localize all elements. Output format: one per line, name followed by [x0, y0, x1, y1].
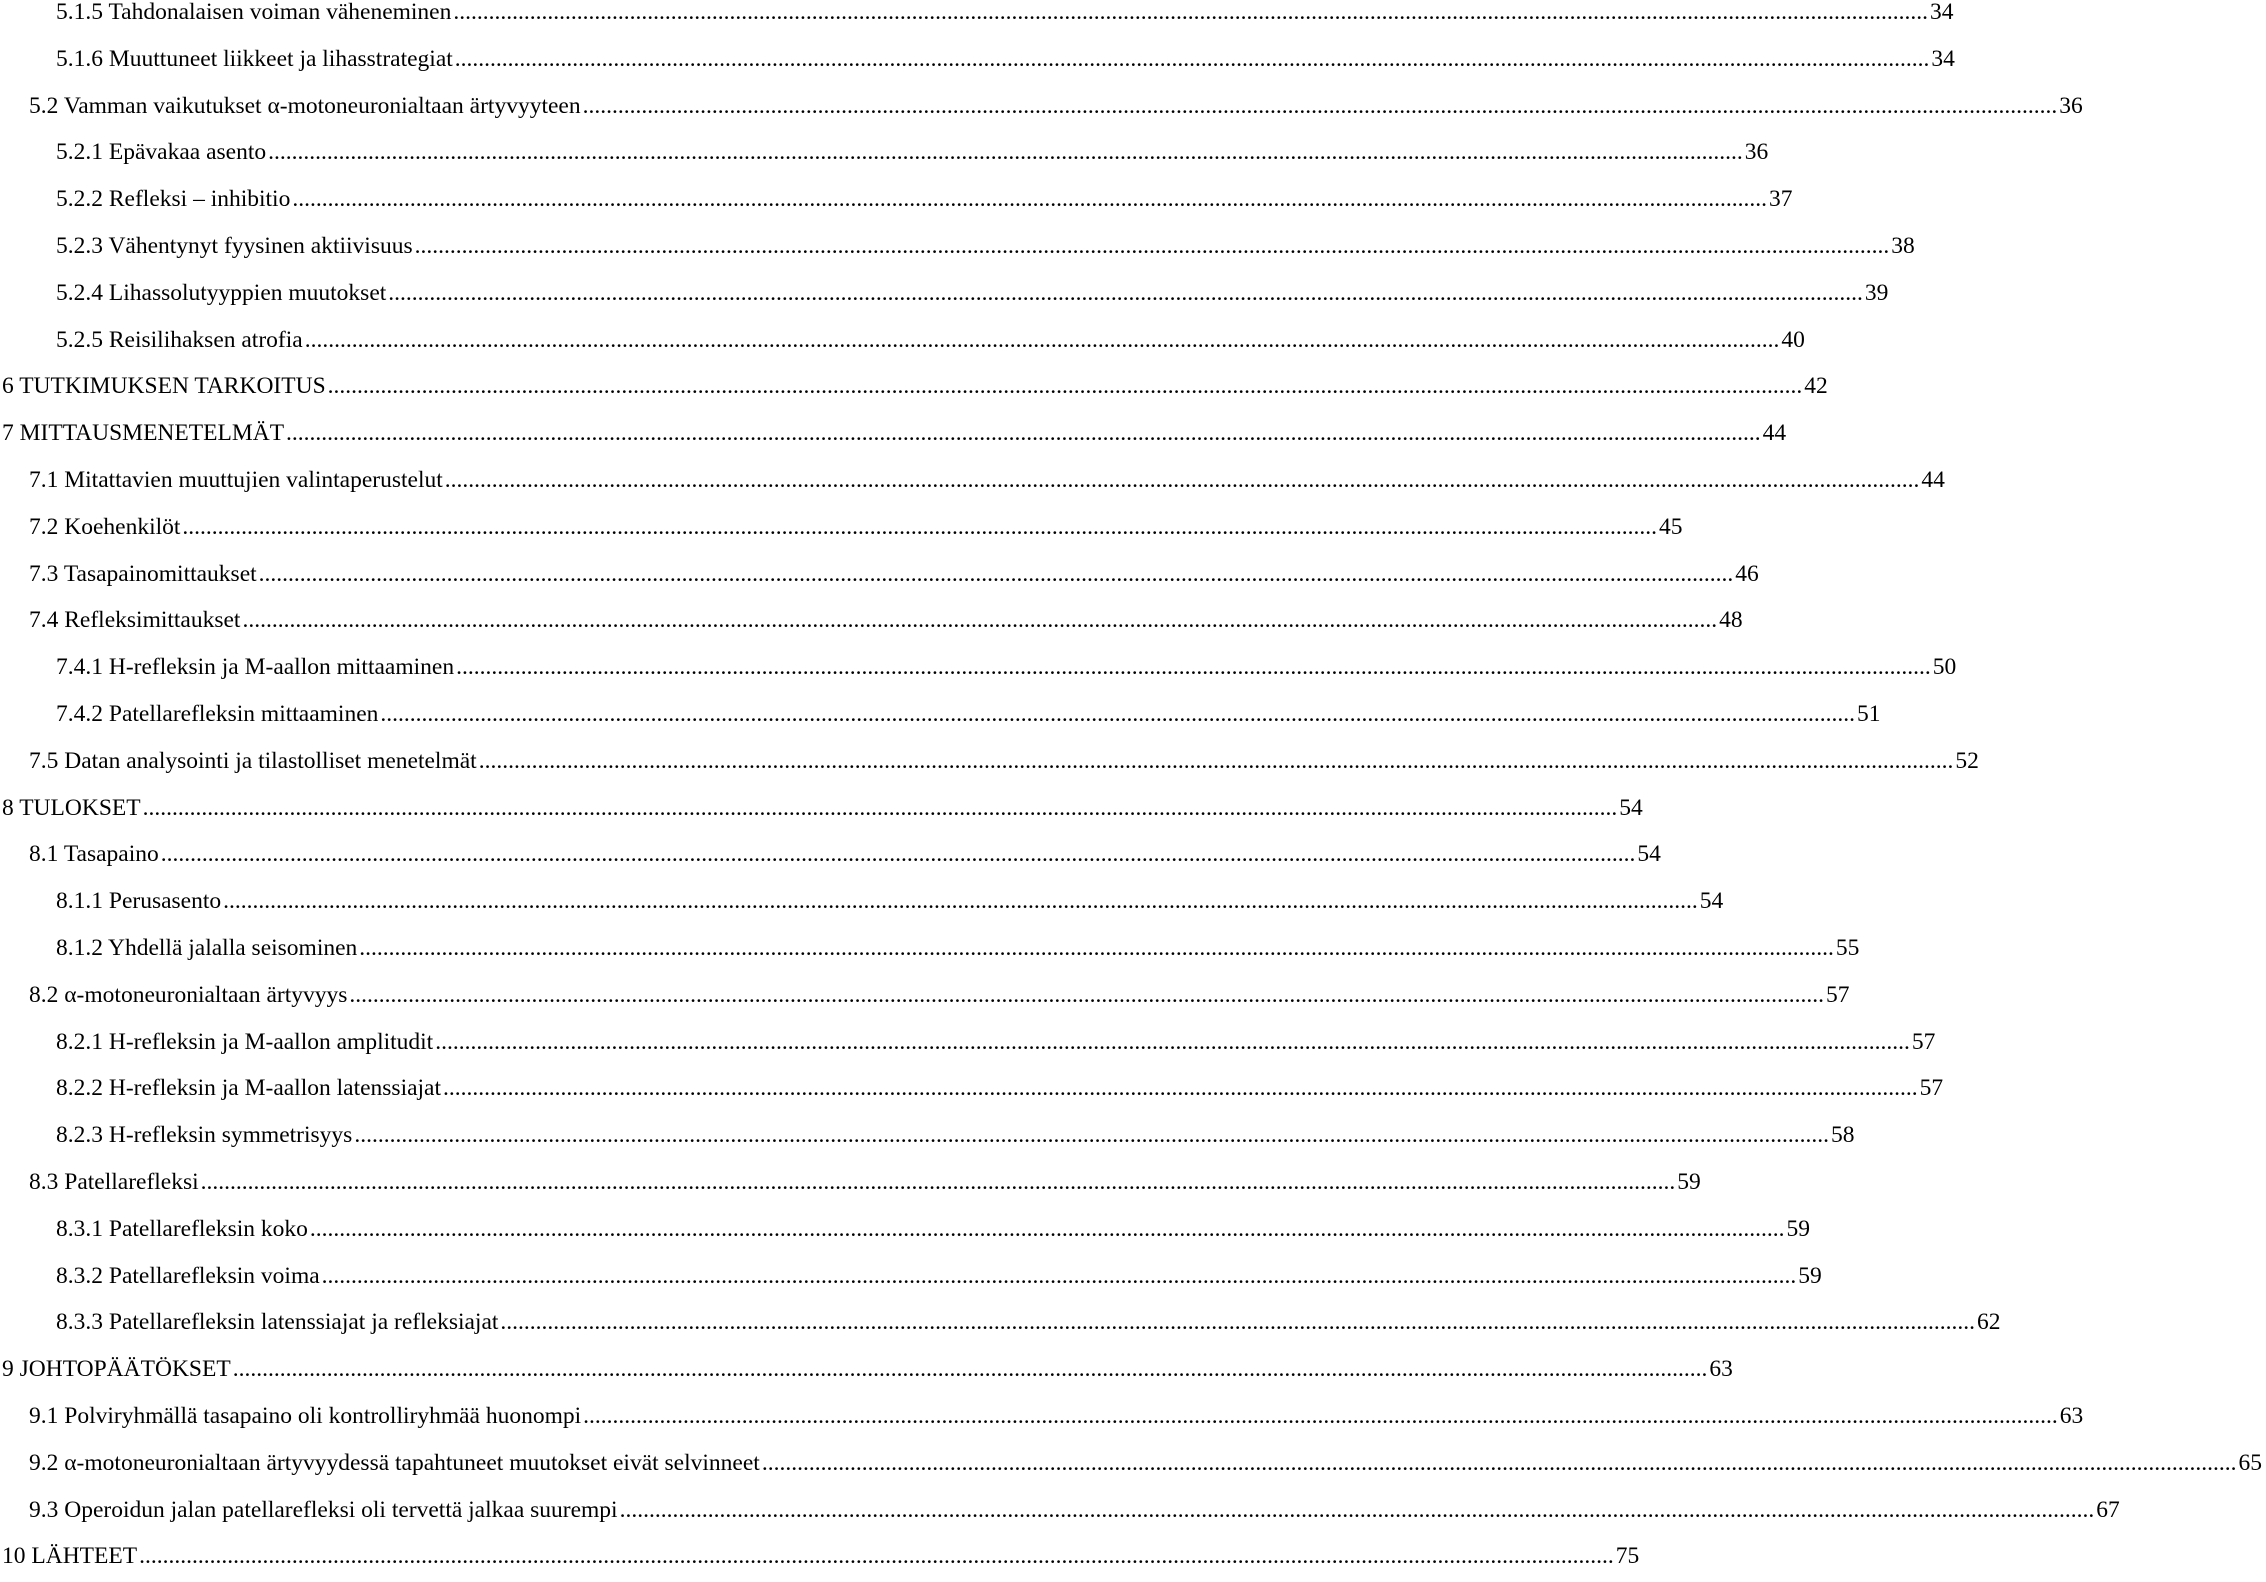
- toc-entry[interactable]: [0, 887, 1724, 927]
- toc-entry[interactable]: [0, 326, 1805, 366]
- toc-entry[interactable]: [0, 700, 1881, 740]
- toc-entry[interactable]: [0, 185, 1793, 225]
- toc-entry-page-number: 45: [1659, 513, 1683, 540]
- toc-entry-page-number: 59: [1786, 1215, 1811, 1242]
- toc-entry-page-number: 59: [1798, 1262, 1822, 1289]
- toc-entry[interactable]: [0, 419, 1787, 459]
- dot-leader: [143, 794, 1618, 822]
- toc-entry[interactable]: [0, 1308, 2001, 1348]
- toc-entry-page-number: 65: [2238, 1449, 2262, 1476]
- toc-entry-page-number: 40: [1781, 326, 1805, 353]
- toc-entry-title: 10 LÄHTEET: [2, 1543, 138, 1570]
- dot-leader: [349, 981, 1824, 1009]
- toc-entry[interactable]: [0, 45, 1955, 85]
- dot-leader: [259, 560, 1734, 588]
- toc-entry-title: 7.3 Tasapainomittaukset: [29, 560, 257, 587]
- dot-leader: [242, 606, 1717, 634]
- dot-leader: [268, 138, 1743, 166]
- dot-leader: [359, 934, 1834, 962]
- toc-entry[interactable]: [0, 1542, 1640, 1582]
- toc-entry[interactable]: [0, 279, 1889, 319]
- toc-entry[interactable]: [0, 0, 1954, 38]
- dot-leader: [310, 1215, 1785, 1243]
- toc-entry[interactable]: [0, 981, 1850, 1021]
- dot-leader: [453, 0, 1928, 26]
- toc-entry-title: 8.2.3 H-refleksin symmetrisyys: [56, 1122, 353, 1149]
- toc-entry-page-number: 38: [1891, 233, 1915, 259]
- toc-entry-title: 8.3 Patellarefleksi: [29, 1169, 199, 1195]
- toc-entry-page-number: 36: [2059, 92, 2083, 119]
- toc-entry[interactable]: [0, 1168, 1701, 1208]
- toc-entry-page-number: 54: [1619, 794, 1643, 821]
- toc-entry[interactable]: [0, 138, 1769, 178]
- toc-entry-page-number: 54: [1637, 841, 1661, 868]
- toc-entry-title: 5.2.1 Epävakaa asento: [56, 139, 267, 166]
- toc-entry[interactable]: [0, 372, 1828, 412]
- dot-leader: [620, 1496, 2095, 1524]
- toc-entry[interactable]: [0, 1449, 2262, 1489]
- toc-entry[interactable]: [0, 1355, 1733, 1395]
- toc-entry-title: 7.4.1 H-refleksin ja M-aallon mittaaminen: [56, 654, 455, 681]
- toc-entry-title: 7.1 Mitattavien muuttujien valintaperustelut: [29, 467, 443, 493]
- toc-entry[interactable]: [0, 747, 1979, 787]
- dot-leader: [223, 887, 1698, 915]
- dot-leader: [583, 92, 2058, 120]
- toc-entry-title: 8.3.3 Patellarefleksin latenssiajat ja refleksiajat: [56, 1309, 499, 1336]
- toc-entry-title: 8.1.1 Perusasento: [56, 888, 222, 915]
- toc-entry[interactable]: [0, 653, 1957, 693]
- toc-entry-page-number: 52: [1955, 747, 1979, 774]
- toc-entry-page-number: 75: [1615, 1543, 1640, 1570]
- toc-entry[interactable]: [0, 1262, 1822, 1302]
- toc-entry-page-number: 44: [1921, 467, 1945, 493]
- toc-entry-title: 8.3.1 Patellarefleksin koko: [56, 1215, 308, 1242]
- toc-entry[interactable]: [0, 560, 1759, 600]
- toc-entry[interactable]: [0, 232, 1915, 272]
- dot-leader: [286, 419, 1761, 447]
- toc-entry[interactable]: [0, 1028, 1936, 1068]
- toc-entry-title: 5.2.3 Vähentynyt fyysinen aktiivisuus: [56, 233, 413, 259]
- dot-leader: [455, 45, 1930, 73]
- toc-entry-title: 5.2.2 Refleksi – inhibitio: [56, 186, 291, 213]
- toc-entry-title: 8 TULOKSET: [2, 794, 141, 821]
- toc-entry-title: 9.1 Polviryhmällä tasapaino oli kontrolliryhmää huonompi: [29, 1403, 582, 1429]
- dot-leader: [233, 1355, 1708, 1383]
- toc-entry-title: 9.3 Operoidun jalan patellarefleksi oli tervettä jalkaa suurempi: [29, 1496, 618, 1523]
- dot-leader: [139, 1542, 1614, 1570]
- toc-entry-page-number: 37: [1768, 186, 1793, 213]
- toc-entry-title: 9 JOHTOPÄÄTÖKSET: [2, 1356, 231, 1383]
- toc-entry-title: 7.4.2 Patellarefleksin mittaaminen: [56, 701, 379, 727]
- dot-leader: [354, 1121, 1829, 1149]
- dot-leader: [443, 1074, 1918, 1102]
- toc-entry-page-number: 44: [1762, 420, 1787, 447]
- dot-leader: [456, 653, 1931, 681]
- toc-entry[interactable]: [0, 794, 1643, 834]
- toc-entry-page-number: 59: [1677, 1169, 1701, 1195]
- dot-leader: [201, 1168, 1676, 1196]
- dot-leader: [322, 1262, 1797, 1290]
- toc-entry-page-number: 51: [1857, 701, 1881, 727]
- toc-entry-title: 5.2.5 Reisilihaksen atrofia: [56, 326, 303, 353]
- toc-entry-page-number: 63: [1709, 1356, 1733, 1383]
- toc-entry[interactable]: [0, 1074, 1944, 1114]
- dot-leader: [435, 1028, 1910, 1056]
- dot-leader: [292, 185, 1767, 213]
- dot-leader: [380, 700, 1855, 728]
- dot-leader: [182, 513, 1657, 541]
- toc-entry-title: 7.4 Refleksimittaukset: [29, 607, 241, 634]
- toc-entry[interactable]: [0, 934, 1860, 974]
- toc-entry-title: 9.2 α-motoneuronialtaan ärtyvyydessä tapahtuneet muutokset eivät selvinneet: [29, 1449, 760, 1476]
- dot-leader: [500, 1308, 1975, 1336]
- toc-entry-page-number: 67: [2096, 1496, 2120, 1523]
- toc-entry[interactable]: [0, 1215, 1811, 1255]
- dot-leader: [388, 279, 1863, 307]
- dot-leader: [479, 747, 1954, 775]
- toc-entry-title: 8.1 Tasapaino: [29, 841, 159, 868]
- dot-leader: [305, 326, 1780, 354]
- toc-entry-page-number: 54: [1699, 888, 1724, 915]
- toc-entry-page-number: 57: [1919, 1075, 1944, 1102]
- toc-entry-page-number: 57: [1826, 981, 1850, 1008]
- toc-entry-page-number: 58: [1830, 1122, 1855, 1149]
- toc-entry[interactable]: [0, 606, 1743, 646]
- dot-leader: [415, 232, 1890, 260]
- toc-entry-title: 5.1.6 Muuttuneet liikkeet ja lihasstrategiat: [56, 45, 453, 72]
- toc-entry[interactable]: [0, 1121, 1855, 1161]
- toc-entry-page-number: 57: [1911, 1028, 1936, 1055]
- dot-leader: [161, 840, 1636, 868]
- toc-entry-page-number: 50: [1932, 654, 1957, 681]
- toc-entry-page-number: 46: [1735, 560, 1759, 587]
- dot-leader: [445, 466, 1920, 494]
- toc-entry-title: 5.2 Vamman vaikutukset α-motoneuronialtaan ärtyvyyteen: [29, 92, 581, 119]
- toc-entry-title: 8.3.2 Patellarefleksin voima: [56, 1262, 320, 1289]
- toc-entry-page-number: 63: [2059, 1403, 2084, 1429]
- toc-entry-page-number: 34: [1931, 45, 1955, 72]
- toc-entry-title: 5.1.5 Tahdonalaisen voiman väheneminen: [56, 0, 452, 25]
- toc-entry-page-number: 34: [1929, 0, 1954, 25]
- toc-entry-page-number: 62: [1977, 1309, 2001, 1336]
- toc-entry-page-number: 42: [1804, 373, 1828, 400]
- toc-entry[interactable]: [0, 1402, 2084, 1442]
- toc-entry-title: 5.2.4 Lihassolutyyppien muutokset: [56, 279, 387, 306]
- toc-entry-title: 7 MITTAUSMENETELMÄT: [2, 420, 285, 447]
- toc-entry-page-number: 36: [1744, 139, 1769, 166]
- dot-leader: [583, 1402, 2058, 1430]
- toc-entry[interactable]: [0, 1496, 2120, 1536]
- toc-entry-page-number: 55: [1835, 935, 1860, 961]
- toc-entry-title: 8.2 α-motoneuronialtaan ärtyvyys: [29, 981, 348, 1008]
- toc-entry-title: 8.2.2 H-refleksin ja M-aallon latenssiajat: [56, 1075, 442, 1102]
- dot-leader: [762, 1449, 2237, 1477]
- toc-entry[interactable]: [0, 466, 1945, 506]
- toc-entry[interactable]: [0, 92, 2083, 132]
- toc-entry[interactable]: [0, 513, 1683, 553]
- toc-entry-title: 8.2.1 H-refleksin ja M-aallon amplitudit: [56, 1028, 434, 1055]
- toc-entry[interactable]: [0, 840, 1661, 880]
- toc-entry-title: 7.2 Koehenkilöt: [29, 513, 181, 540]
- dot-leader: [328, 372, 1803, 400]
- toc-entry-title: 6 TUTKIMUKSEN TARKOITUS: [2, 373, 326, 400]
- toc-entry-title: 8.1.2 Yhdellä jalalla seisominen: [56, 935, 358, 961]
- toc-entry-page-number: 48: [1719, 607, 1743, 634]
- toc-entry-title: 7.5 Datan analysointi ja tilastolliset menetelmät: [29, 747, 477, 774]
- toc-entry-page-number: 39: [1864, 279, 1889, 306]
